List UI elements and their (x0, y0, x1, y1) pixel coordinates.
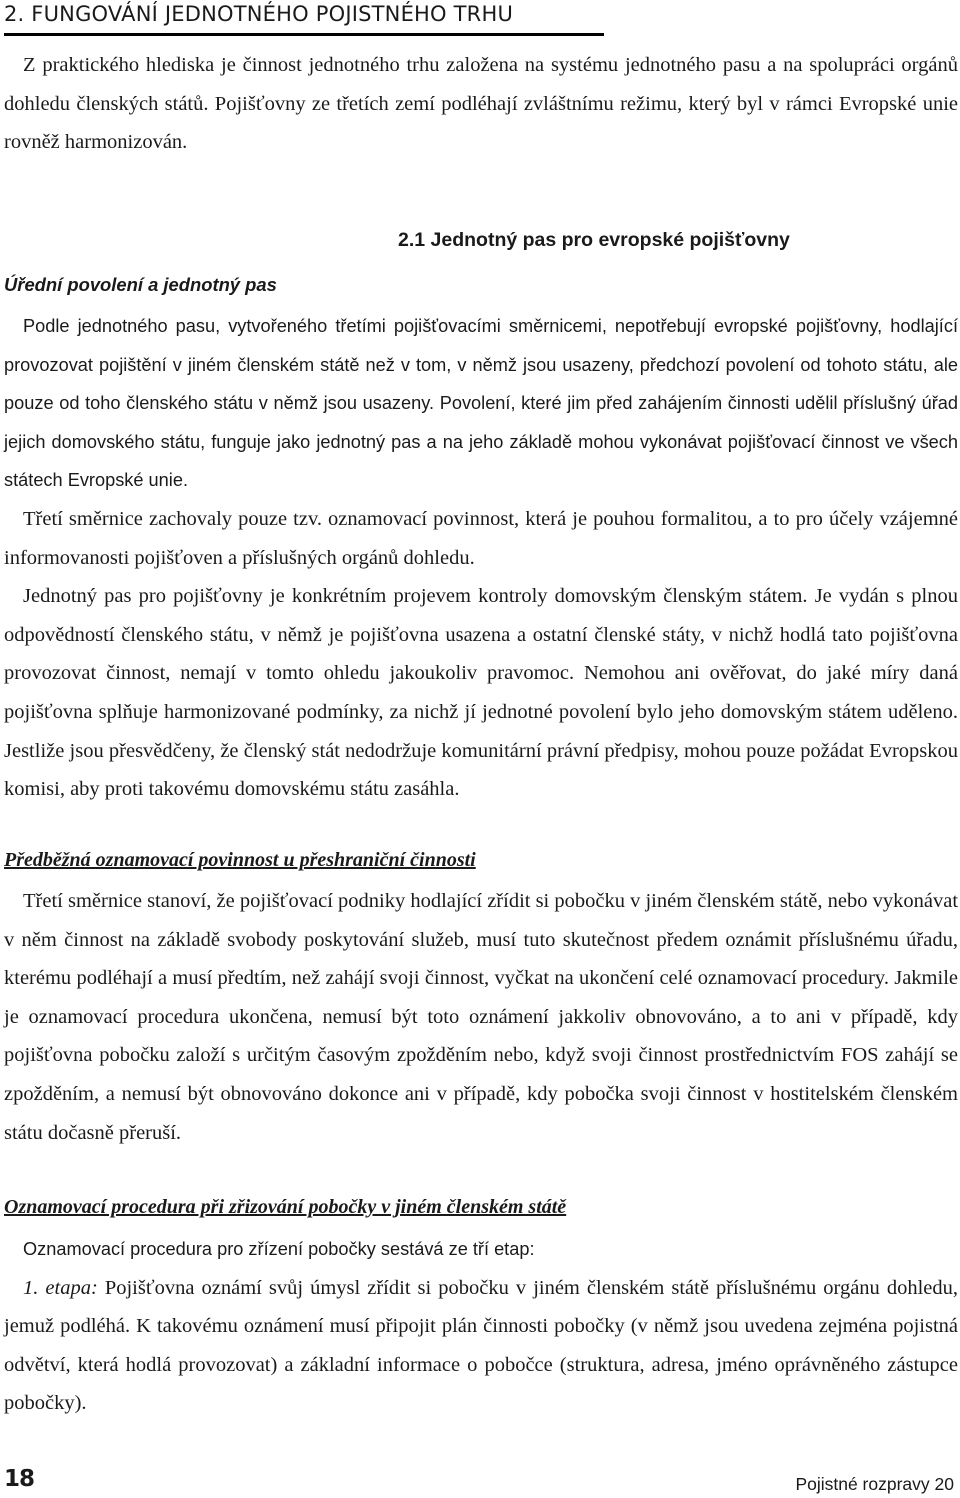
subsection-body (4, 1230, 958, 1423)
subsection-title: Úřední povolení a jednotný pas (4, 274, 277, 295)
body-paragraph: Jednotný pas pro pojišťovny je konkrétním projevem kontroly domovským členským státem. Je vydán s plnou odpovědností členského státu, v němž je pojišťovna usazena a ostatní členské státy, v nichž hodlá tato pojišťovna provozovat činnost, nemají v tomto ohledu jakoukoliv pravomoc. Nemohou ani ověřovat, do jaké míry daná pojišťovna splňuje harmonizované podmínky, za nichž jí jednotné povolení bylo jeho domovským státem uděleno. Jestliže jsou přesvědčeny, že členský stát nedodržuje komunitární právní předpisy, mohou pouze požádat Evropskou komisi, aby proti takovému domovskému státu zasáhla. (4, 585, 958, 801)
body-paragraph: Třetí směrnice zachovaly pouze tzv. oznamovací povinnost, která je pouhou formalitou, a to pro účely vzájemné informovanosti pojišťoven a příslušných orgánů dohledu. (4, 507, 958, 569)
section-heading: 2.1 Jednotný pas pro evropské pojišťovny (398, 229, 790, 251)
page-number: 18 (4, 1466, 35, 1492)
subsection-title: Předběžná oznamovací povinnost u přeshraniční činnosti (4, 849, 476, 871)
body-paragraph: Oznamovací procedura pro zřízení pobočky sestává ze tří etap: (23, 1239, 535, 1259)
chapter-title: 2. FUNGOVÁNÍ JEDNOTNÉHO POJISTNÉHO TRHU (4, 2, 604, 36)
subsection-body (4, 882, 958, 1152)
stage-paragraph (4, 1269, 958, 1423)
stage-label: 1. etapa: (23, 1276, 98, 1299)
body-paragraph: Podle jednotného pasu, vytvořeného třetími pojišťovacími směrnicemi, nepotřebují evropské pojišťovny, hodlající provozovat pojištění v jiném členském státě než v tom, v němž jsou usazeny, předchozí povolení od tohoto státu, ale pouze od toho členského státu v němž jsou usazeny. Povolení, které jim před zahájením činnosti udělil příslušný úřad jejich domovského státu, funguje jako jednotný pas a na jeho základě mohou vykonávat pojišťovací činnost ve všech státech Evropské unie. (4, 316, 958, 491)
publication-title: Pojistné rozpravy 20 (795, 1474, 954, 1494)
intro-paragraph: Z praktického hlediska je činnost jednotného trhu založena na systému jednotného pasu a na spolupráci orgánů dohledu členských států. Pojišťovny ze třetích zemí podléhají zvláštnímu režimu, který byl v rámci Evropské unie rovněž harmonizován. (4, 54, 958, 154)
subsection-body (4, 307, 958, 809)
body-paragraph: Třetí směrnice stanoví, že pojišťovací podniky hodlající zřídit si pobočku v jiném členském státě, nebo vykonávat v něm činnost na základě svobody poskytování služeb, musí tuto skutečnost předem oznámit příslušnému úřadu, kterému podléhají a musí předtím, než zahájí svoji činnost, vyčkat na ukončení celé oznamovací procedury. Jakmile je oznamovací procedura ukončena, nemusí být toto oznámení jakkoliv obnovováno, a to ani v případě, kdy pojišťovna pobočku založí s určitým časovým zpožděním nebo, když svoji činnost prostřednictvím FOS zahájí se zpožděním, a nemusí být obnovováno dokonce ani v případě, kdy pobočka svoji činnost v hostitelském členském státu dočasně přeruší. (4, 890, 959, 1144)
stage-text: Pojišťovna oznámí svůj úmysl zřídit si pobočku v jiném členském státě příslušnému orgánu dohledu, jemuž podléhá. K takovému oznámení musí připojit plán činnosti pobočky (v němž jsou uvedena zejména pojistná odvětví, která hodlá provozovat) a základní informace o pobočce (struktura, adresa, jméno oprávněného zástupce pobočky). (4, 1276, 959, 1415)
subsection-title: Oznamovací procedura při zřizování pobočky v jiném členském státě (4, 1196, 567, 1218)
